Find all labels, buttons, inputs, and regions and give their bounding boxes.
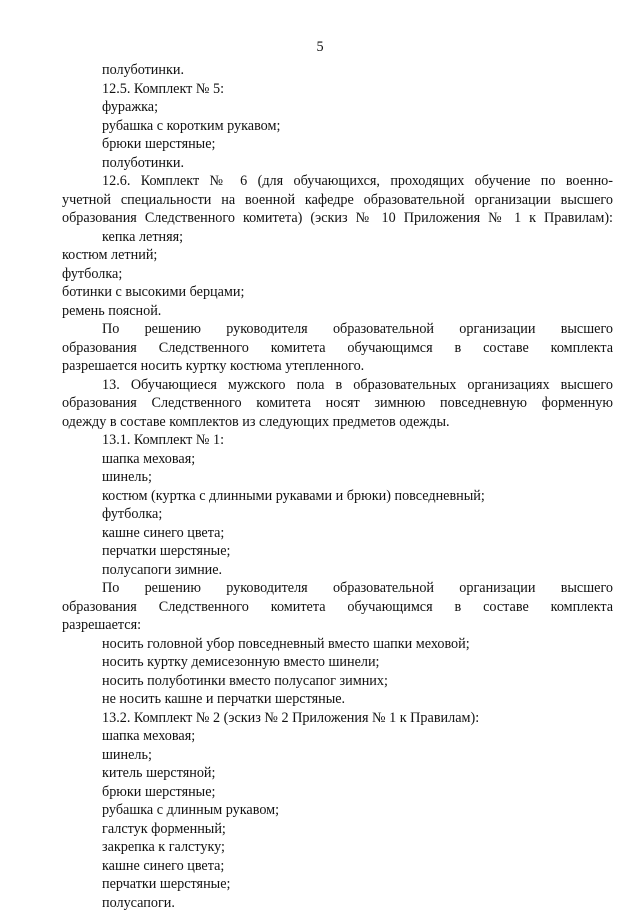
list-item: перчатки шерстяные;: [62, 542, 613, 561]
paragraph-line: образования Следственного комитета обучающимся в составе комплекта: [62, 339, 613, 358]
list-item: костюм летний;: [62, 246, 613, 265]
page-number: 5: [0, 38, 640, 57]
list-item: брюки шерстяные;: [62, 135, 613, 154]
list-item: носить куртку демисезонную вместо шинели;: [62, 653, 613, 672]
list-item: ремень поясной.: [62, 302, 613, 321]
list-item: шапка меховая;: [62, 450, 613, 469]
list-item: полусапоги зимние.: [62, 561, 613, 580]
list-item: ботинки с высокими берцами;: [62, 283, 613, 302]
section-heading: 13.1. Комплект № 1:: [62, 431, 613, 450]
paragraph-line: одежду в составе комплектов из следующих предметов одежды.: [62, 413, 613, 432]
list-item: шапка меховая;: [62, 727, 613, 746]
document-body: [62, 61, 613, 912]
paragraph-line: учетной специальности на военной кафедре образовательной организации высшего: [62, 191, 613, 210]
paragraph-line: По решению руководителя образовательной организации высшего: [62, 320, 613, 339]
list-item: рубашка с длинным рукавом;: [62, 801, 613, 820]
list-item: шинель;: [62, 468, 613, 487]
list-item: перчатки шерстяные;: [62, 875, 613, 894]
list-item: не носить кашне и перчатки шерстяные.: [62, 690, 613, 709]
list-item: кашне синего цвета;: [62, 524, 613, 543]
paragraph-line: 13. Обучающиеся мужского пола в образовательных организациях высшего: [62, 376, 613, 395]
list-item: носить головной убор повседневный вместо шапки меховой;: [62, 635, 613, 654]
list-item: шинель;: [62, 746, 613, 765]
list-item: галстук форменный;: [62, 820, 613, 839]
list-item: брюки шерстяные;: [62, 783, 613, 802]
list-item: кашне синего цвета;: [62, 857, 613, 876]
paragraph-line: образования Следственного комитета обучающимся в составе комплекта: [62, 598, 613, 617]
section-heading: 13.2. Комплект № 2 (эскиз № 2 Приложения № 1 к Правилам):: [62, 709, 613, 728]
list-item: костюм (куртка с длинными рукавами и брюки) повседневный;: [62, 487, 613, 506]
list-item: фуражка;: [62, 98, 613, 117]
list-item: полусапоги.: [62, 894, 613, 912]
list-item: футболка;: [62, 505, 613, 524]
paragraph-line: 12.6. Комплект № 6 (для обучающихся, проходящих обучение по военно-: [62, 172, 613, 191]
list-item: полуботинки.: [62, 154, 613, 173]
section-heading: 12.5. Комплект № 5:: [62, 80, 613, 99]
list-item: китель шерстяной;: [62, 764, 613, 783]
paragraph-line: образования Следственного комитета) (эскиз № 10 Приложения № 1 к Правилам):: [62, 209, 613, 228]
list-item: носить полуботинки вместо полусапог зимних;: [62, 672, 613, 691]
list-item: кепка летняя;: [62, 228, 613, 247]
paragraph-line: разрешается носить куртку костюма утепленного.: [62, 357, 613, 376]
text-line: полуботинки.: [62, 61, 613, 80]
list-item: закрепка к галстуку;: [62, 838, 613, 857]
list-item: футболка;: [62, 265, 613, 284]
paragraph-line: По решению руководителя образовательной организации высшего: [62, 579, 613, 598]
paragraph-line: образования Следственного комитета носят зимнюю повседневную форменную: [62, 394, 613, 413]
list-item: рубашка с коротким рукавом;: [62, 117, 613, 136]
paragraph-line: разрешается:: [62, 616, 613, 635]
